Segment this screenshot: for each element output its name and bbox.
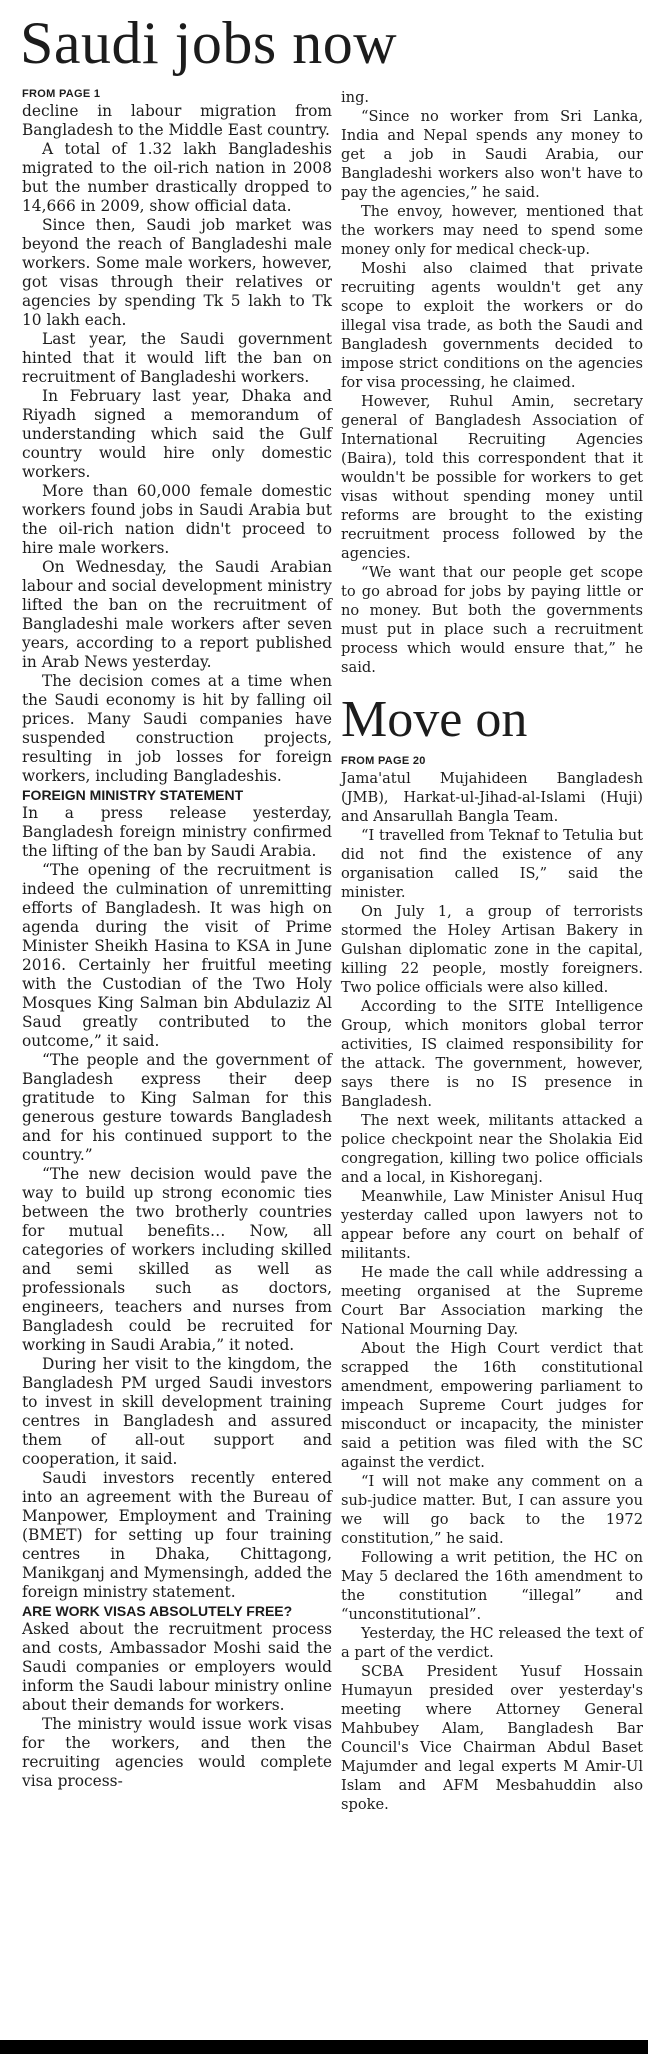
paragraph: Since then, Saudi job market was beyond the reach of Bangladeshi male workers. Some male workers, however, got visas through their relatives or agencies by spending Tk 5 lakh to Tk 10 lakh each. bbox=[22, 216, 332, 329]
paragraph: The decision comes at a time when the Saudi economy is hit by falling oil prices. Many Saudi companies have suspended construction projects, resulting in job losses for foreign workers, including Bangladeshis. bbox=[22, 672, 332, 785]
paragraph: “I travelled from Teknaf to Tetulia but did not find the existence of any organisation called IS,” said the minister. bbox=[341, 827, 643, 901]
paragraph: “I will not make any comment on a sub-judice matter. But, I can assure you we will go back to the 1972 constitution,” he said. bbox=[341, 1473, 643, 1547]
paragraph: About the High Court verdict that scrapped the 16th constitutional amendment, empowering parliament to impeach Supreme Court judges for misconduct or incapacity, the minister said a petition was filed with the SC against the verdict. bbox=[341, 1340, 643, 1471]
paragraph: Following a writ petition, the HC on May 5 declared the 16th amendment to the constitution “illegal” and “unconstitutional”. bbox=[341, 1549, 643, 1623]
subhead-foreign-ministry: FOREIGN MINISTRY STATEMENT bbox=[22, 787, 244, 803]
paragraph: decline in labour migration from Bangladesh to the Middle East country. bbox=[22, 102, 332, 139]
paragraph: In a press release yesterday, Bangladesh foreign ministry confirmed the lifting of the ban by Saudi Arabia. bbox=[22, 804, 332, 860]
headline-saudi-jobs: Saudi jobs now bbox=[20, 10, 398, 76]
paragraph: On July 1, a group of terrorists stormed the Holey Artisan Bakery in Gulshan diplomatic zone in the capital, killing 22 people, mostly foreigners. Two police officials were also killed. bbox=[341, 903, 643, 996]
dateline-from-page-1: FROM PAGE 1 bbox=[22, 88, 101, 100]
paragraph: ing. bbox=[341, 89, 370, 106]
paragraph: “The opening of the recruitment is indeed the culmination of unremitting efforts of Bangladesh. It was high on agenda during the visit of Prime Minister Sheikh Hasina to KSA in June 2016. Certainly her fruitful meeting with the Custodian of the Two Holy Mosques King Salman bin Abdulaziz Al Saud greatly contributed to the outcome,” it said. bbox=[22, 861, 332, 1050]
paragraph: However, Ruhul Amin, secretary general of Bangladesh Association of International Recruiting Agencies (Baira), told this correspondent that it wouldn't be possible for workers to get visas without spending money until reforms are brought to the existing recruitment process followed by the agencies. bbox=[341, 393, 643, 562]
paragraph: During her visit to the kingdom, the Bangladesh PM urged Saudi investors to invest in skill development training centres in Bangladesh and assured them of all-out support and cooperation, it said. bbox=[22, 1355, 332, 1468]
subhead-work-visas: ARE WORK VISAS ABSOLUTELY FREE? bbox=[22, 1603, 293, 1619]
paragraph: The ministry would issue work visas for the workers, and then the recruiting agencies would complete visa process- bbox=[22, 1715, 332, 1790]
paragraph: Last year, the Saudi government hinted that it would lift the ban on recruitment of Bangladeshi workers. bbox=[22, 330, 332, 386]
paragraph: Yesterday, the HC released the text of a part of the verdict. bbox=[341, 1625, 643, 1661]
paragraph: “The people and the government of Bangladesh express their deep gratitude to King Salman for this generous gesture towards Bangladesh and for his continued support to the country.” bbox=[22, 1051, 332, 1164]
paragraph: “The new decision would pave the way to build up strong economic ties between the two brotherly countries for mutual benefits… Now, all categories of workers including skilled and semi skilled as well as professionals such as doctors, engineers, teachers and nurses from Bangladesh could be recruited for working in Saudi Arabia,” it noted. bbox=[22, 1165, 332, 1354]
headline-move-on: Move on bbox=[341, 691, 528, 748]
paragraph: Asked about the recruitment process and costs, Ambassador Moshi said the Saudi companies or employers would inform the Saudi labour ministry online about their demands for workers. bbox=[22, 1620, 332, 1714]
paragraph: “We want that our people get scope to go abroad for jobs by paying little or no money. But both the governments must put in place such a recruitment process which would ensure that,” he said. bbox=[341, 564, 643, 676]
article-saudi-left-column bbox=[22, 88, 332, 1791]
paragraph: Jama'atul Mujahideen Bangladesh (JMB), Harkat-ul-Jihad-al-Islami (Huji) and Ansarullah Bangla Team. bbox=[341, 770, 643, 825]
paragraph: He made the call while addressing a meeting organised at the Supreme Court Bar Association marking the National Mourning Day. bbox=[341, 1264, 643, 1338]
right-column bbox=[341, 88, 643, 1814]
paragraph: SCBA President Yusuf Hossain Humayun presided over yesterday's meeting where Attorney General Mahbubey Alam, Bangladesh Bar Council's Vice Chairman Abdul Baset Majumder and legal experts M Amir-Ul Islam and AFM Mesbahuddin also spoke. bbox=[341, 1663, 643, 1813]
paragraph: “Since no worker from Sri Lanka, India and Nepal spends any money to get a job in Saudi Arabia, our Bangladeshi workers also won't have to pay the agencies,” he said. bbox=[341, 108, 643, 201]
paragraph: The envoy, however, mentioned that the workers may need to spend some money only for medical check-up. bbox=[341, 203, 643, 258]
paragraph: Meanwhile, Law Minister Anisul Huq yesterday called upon lawyers not to appear before any court on behalf of militants. bbox=[341, 1188, 643, 1262]
paragraph: Moshi also claimed that private recruiting agents wouldn't get any scope to exploit the workers or do illegal visa trade, as both the Saudi and Bangladesh governments decided to impose strict conditions on the agencies for visa processing, he claimed. bbox=[341, 260, 643, 391]
paragraph: Saudi investors recently entered into an agreement with the Bureau of Manpower, Employment and Training (BMET) for setting up four training centres in Dhaka, Chittagong, Manikganj and Mymensingh, added the foreign ministry statement. bbox=[22, 1469, 332, 1601]
dateline-from-page-20: FROM PAGE 20 bbox=[341, 755, 426, 767]
paragraph: According to the SITE Intelligence Group, which monitors global terror activities, IS claimed responsibility for the attack. The government, however, says there is no IS presence in Bangladesh. bbox=[341, 998, 643, 1110]
page-bottom-bar bbox=[0, 2040, 648, 2054]
paragraph: More than 60,000 female domestic workers found jobs in Saudi Arabia but the oil-rich nation didn't proceed to hire male workers. bbox=[22, 482, 332, 557]
paragraph: A total of 1.32 lakh Bangladeshis migrated to the oil-rich nation in 2008 but the number drastically dropped to 14,666 in 2009, show official data. bbox=[22, 140, 332, 215]
paragraph: On Wednesday, the Saudi Arabian labour and social development ministry lifted the ban on the recruitment of Bangladeshi male workers after seven years, according to a report published in Arab News yesterday. bbox=[22, 558, 332, 671]
paragraph: The next week, militants attacked a police checkpoint near the Sholakia Eid congregation, killing two police officials and a local, in Kishoreganj. bbox=[341, 1112, 643, 1186]
paragraph: In February last year, Dhaka and Riyadh signed a memorandum of understanding which said the Gulf country would hire only domestic workers. bbox=[22, 387, 332, 481]
